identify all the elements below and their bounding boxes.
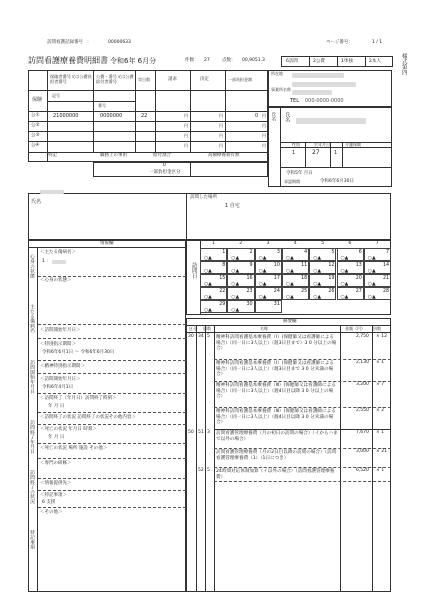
calendar-day-number: 14 <box>382 263 390 268</box>
calendar-visit-mark: ○▲ <box>367 269 376 274</box>
calendar-day-4 <box>282 248 309 261</box>
calendar-header-1: 1 <box>212 241 215 246</box>
calendar-day-number: 3 <box>276 250 280 255</box>
billing-row-times: × 7 <box>376 382 385 387</box>
calendar-day-27 <box>337 287 364 300</box>
page-value: 1 / 1 <box>372 40 383 45</box>
calendar-visit-mark: ○▲ <box>285 256 294 261</box>
calendar-vertical-label: 訪問日 <box>190 262 197 279</box>
billing-row-n: 5 <box>207 468 210 473</box>
calendar-day-number: 5 <box>331 250 335 255</box>
decide-header: 決定 <box>200 77 209 82</box>
info-item-visit-start: ＜訪問開始年月日＞ <box>40 377 81 382</box>
gender-label: 性別 <box>292 142 300 147</box>
billing-row-times: × 1 <box>376 360 385 365</box>
calendar-header-2: 2 <box>239 241 243 246</box>
vertical-label-end: 訪問終了年月日 <box>29 420 35 454</box>
billing-row-sub: 51 <box>198 430 204 435</box>
calendar-day-11 <box>282 261 309 274</box>
total-value: 00,9051.3 <box>242 58 265 63</box>
billing-row-name: 訪問看護管理療養費（月の2日目以降の訪問の場合）（訪問看護管理療養費（1）（1日につき） <box>216 450 337 461</box>
calendar-day-22 <box>200 287 227 300</box>
facility-name-redacted <box>292 90 332 95</box>
calendar-day-10 <box>255 261 282 274</box>
row-kobi-4: 公④ <box>31 143 40 148</box>
calendar-day-number: 28 <box>382 289 390 294</box>
receipt-number-colon: ： <box>87 40 92 45</box>
days-header: 実日数 <box>138 77 150 82</box>
calendar-day-number: 22 <box>219 289 226 294</box>
info-item-death-place: ＜死亡の状況 場所 施設 その他＞ <box>40 446 108 451</box>
kobi1-copay-yen: 円 <box>262 113 266 118</box>
billing-row-amount: 3,200 <box>356 382 369 387</box>
billing-row-amount: 2,750 <box>356 334 369 339</box>
calendar-day-number: 21 <box>382 276 390 281</box>
row-kobi-1: 公① <box>31 113 40 118</box>
calendar-day-8 <box>200 261 227 274</box>
patient-name-label: 氏名 <box>284 112 291 122</box>
calendar-day-6 <box>337 248 364 261</box>
calendar-visit-mark: ○▲ <box>231 308 240 313</box>
calendar-day-number: 23 <box>246 289 253 294</box>
info-item-other: ＜その他＞ <box>40 510 63 515</box>
billing-row-times: × 21 <box>376 449 387 454</box>
info-item-support: 6 支援 <box>42 500 56 505</box>
kobi1-request-yen: 円 <box>184 113 188 118</box>
calendar-day-24 <box>255 287 282 300</box>
facility-name-label: 事業所名称 <box>271 87 291 92</box>
calendar-header-6: 6 <box>348 241 352 246</box>
billing-row-n: 5 <box>207 334 210 339</box>
calendar-visit-mark: ○▲ <box>204 282 212 287</box>
billing-row-amount: 2,130 <box>356 360 369 365</box>
kobi3-copay-yen: 円 <box>262 133 266 138</box>
calendar-day-number: 25 <box>301 289 308 294</box>
calendar-header-7: 7 <box>375 241 379 246</box>
billing-row-code: 50 <box>188 430 194 435</box>
period-label: 承認期間 <box>284 179 300 184</box>
billing-row-times: × 2 <box>376 408 385 413</box>
billing-month: 令和6年 6月分 <box>110 57 157 65</box>
calendar-visit-mark: ○▲ <box>204 269 212 274</box>
billing-col-name: 名称 <box>260 326 268 331</box>
calendar-day-20 <box>337 274 364 287</box>
tag-self: 2本人 <box>369 59 381 64</box>
kobi3-request-yen: 円 <box>184 133 188 138</box>
care-label: 介護保険 <box>345 142 361 147</box>
kobi2-request-yen: 円 <box>184 123 188 128</box>
copay-value: 0 <box>163 163 166 168</box>
calendar-visit-mark: ○▲ <box>367 295 376 300</box>
info-item-disease: ＜主たる傷病名＞ <box>40 250 76 255</box>
calendar-day-25 <box>282 287 309 300</box>
calendar-day-28 <box>364 287 391 300</box>
calendar-visit-mark: ○▲ <box>340 282 349 287</box>
patient-name-row-label: 氏名 <box>31 199 42 205</box>
calendar-day-14 <box>364 261 391 274</box>
info-item-death-date: 年 月 日 <box>48 435 65 440</box>
payer-number-header: 保険者番号又は公費負担者番号 <box>50 74 92 85</box>
calendar-visit-mark: ○▲ <box>258 256 267 261</box>
calendar-visit-mark: ○▲ <box>204 295 212 300</box>
billing-row-name: 精神科訪問看護基本療養費（Ⅰ）(保健師又は看護師による場合）（同一日に3人以上）（週3日目まで 3 0 分未満の場合） <box>216 361 334 378</box>
facility-tel-label: TEL <box>290 98 299 104</box>
calendar-day-number: 31 <box>273 302 280 307</box>
info-item-disease-1: 1 ： <box>42 259 51 264</box>
request-header: 請求 <box>168 77 177 82</box>
symbol-label: 記号 <box>52 93 60 98</box>
kobi2-copay-yen: 円 <box>262 123 266 128</box>
info-item-psych: ＜精神特別指示期間＞ <box>40 364 85 369</box>
era-value: 1 <box>292 150 296 156</box>
calendar-day-12 <box>309 261 336 274</box>
billing-row-times: × 1 <box>376 468 385 473</box>
tag-public: 2公費 <box>313 59 325 64</box>
kobi1-payer-number: 21000000 <box>53 113 79 119</box>
name-redacted <box>40 190 64 194</box>
calendar-day-number: 29 <box>219 302 226 307</box>
count-label: 件数： <box>185 58 199 63</box>
calendar-day-7 <box>364 248 391 261</box>
kobi1-days: 22 <box>141 113 148 119</box>
billing-row-amount: 2,550 <box>356 408 369 413</box>
start-date-label: 令和5年 月日 <box>286 171 313 176</box>
calendar-visit-mark: ○▲ <box>258 295 267 300</box>
info-item-end-status: ＜訪問終了の状況 訪問終了の状況その他内容＞ <box>40 415 136 420</box>
calendar-day-number: 12 <box>328 263 335 268</box>
calendar-day-number: 2 <box>249 250 253 255</box>
calendar-visit-mark: ○▲ <box>340 295 349 300</box>
billing-row-name: 精神科訪問看護基本療養費（Ⅰ）(保健師又は看護師による場合）（同一日に3人以上）（週3日目まで）3 0 分以上の場合） <box>216 335 337 352</box>
calendar-day-9 <box>227 261 254 274</box>
info-item-visit-start-date: 令和6年4月1日 <box>42 385 74 390</box>
calendar-visit-mark: ○▲ <box>367 256 376 261</box>
info-header: 情報欄 <box>100 241 114 246</box>
duty-reason-label: 職務上の事由 <box>100 153 127 158</box>
calendar-day-number: 26 <box>328 289 335 294</box>
calendar-day-30 <box>227 300 254 313</box>
kobi4-copay-yen: 円 <box>262 143 266 148</box>
vertical-label-start: 訪問開始年月日 <box>29 360 35 394</box>
billing-col-count: 回数 <box>373 326 381 331</box>
billing-header: 摘要欄 <box>283 319 297 324</box>
vertical-label-notes: 特記事項 <box>29 530 35 550</box>
kobi2-decide-yen: 円 <box>219 123 223 128</box>
billing-row-divider <box>214 481 391 482</box>
kobi4-request-yen: 円 <box>184 143 188 148</box>
calendar-day-number: 30 <box>246 302 253 307</box>
birth-value: 27 <box>312 149 320 156</box>
copay-header: 一部負担金額 <box>228 77 252 82</box>
patient-vertical-label: 氏名 <box>270 112 276 121</box>
calendar-visit-mark: ○▲ <box>340 256 349 261</box>
patient-name-redacted <box>296 118 366 124</box>
calendar-day-number: 20 <box>355 276 362 281</box>
kobi1-copay: 0 <box>255 113 259 119</box>
billing-row-name: 訪問看護管理療養費（月の初日の訪問の場合）（イからハまで以外の場合） <box>216 431 338 442</box>
era-code: 1 <box>334 150 338 156</box>
info-item-visit-end-date: 年 月 日 <box>48 404 65 409</box>
info-item-death: ＜死亡の状況 年月日 時刻＞ <box>40 427 97 432</box>
calendar-visit-mark: ○▲ <box>231 295 240 300</box>
billing-row-sub: 52 <box>198 468 204 473</box>
calendar-visit-mark: ○▲ <box>231 269 240 274</box>
calendar-day-number: 18 <box>301 276 308 281</box>
billing-col-times: 回数 <box>203 326 211 331</box>
calendar-day-16 <box>227 274 254 287</box>
claim-type-tags <box>281 56 393 67</box>
facility-location-label: 所在地 <box>271 71 283 76</box>
calendar-day-17 <box>255 274 282 287</box>
facility-address-redacted <box>292 73 344 78</box>
vertical-label-end-status: 訪問終了の状況 <box>29 470 35 504</box>
billing-row-name: 精神科訪問看護基本療養費（Ⅲ）(保健師又は看護師による場合）（同一日に3人以上）（週4日目以降 3 0 分以上の場合） <box>216 383 336 400</box>
calendar-day-23 <box>227 287 254 300</box>
calendar-day-18 <box>282 274 309 287</box>
calendar-visit-mark: ○▲ <box>204 256 212 261</box>
calendar-day-29 <box>200 300 227 313</box>
calendar-day-2 <box>227 248 254 261</box>
calendar-header-3: 3 <box>266 241 270 246</box>
billing-row-name: 精神科訪問看護基本療養費（Ⅲ）(保健師又は看護師による場合）（同一日に3人以上）（週4日目以降 3 0 分未満の場合） <box>216 409 336 426</box>
total-label: 点数： <box>222 58 236 63</box>
copay-division-label: 一部負担金区分 <box>149 170 181 175</box>
calendar-day-number: 17 <box>273 276 280 281</box>
calendar-visit-mark: ○▲ <box>313 295 322 300</box>
calendar-header-5: 5 <box>321 241 325 246</box>
receipt-number-label: 訪問看護記録番号 <box>47 40 83 45</box>
kobi4-decide-yen: 円 <box>219 143 223 148</box>
calendar-visit-mark: ○▲ <box>285 269 294 274</box>
benefit-ratio-label: 給付割合 <box>153 153 171 158</box>
calendar-day-number: 27 <box>355 289 362 294</box>
calendar-visit-mark: ○▲ <box>340 269 349 274</box>
calendar-visit-mark: ○▲ <box>258 269 267 274</box>
vertical-label-condition: 心身の状態 <box>29 254 35 278</box>
calendar-day-number: 24 <box>273 289 280 294</box>
page-label: ページ番号： <box>326 40 353 45</box>
calendar-day-15 <box>200 274 227 287</box>
calendar-visit-mark: ○▲ <box>313 269 322 274</box>
recipient-number-header: 公費・番号又は公費給付者番号 <box>96 74 134 85</box>
page-title: 訪問看護療養費明細書 <box>28 56 108 65</box>
billing-row-amount: 7,670 <box>356 430 369 435</box>
calendar-day-number: 11 <box>301 263 308 268</box>
billing-row-name: 24時間対応体制加算（イ以外の場合）（訪問看護管理療養費） <box>216 469 335 480</box>
row-kobi-3: 公③ <box>31 133 40 138</box>
calendar-day-19 <box>309 274 336 287</box>
calendar-day-number: 8 <box>222 263 226 268</box>
calendar-day-26 <box>309 287 336 300</box>
calendar-visit-mark: ○▲ <box>231 282 240 287</box>
kobi1-decide-yen: 円 <box>219 113 223 118</box>
calendar-day-number: 13 <box>355 263 362 268</box>
calendar-visit-mark: ○▲ <box>285 295 294 300</box>
birth-label: 生年月日 <box>314 142 330 147</box>
billing-row-sub: 34 <box>198 334 204 339</box>
row-kobi-2: 公② <box>31 123 40 128</box>
info-item-special: ＜特別指示期間＞ <box>40 342 76 347</box>
facility-tel: 000-0000-0000 <box>305 98 344 104</box>
info-item-special-period: 令和6年6月1日 ～ 令和6年6月30日 <box>42 350 115 355</box>
vertical-label-disease: 主たる傷病名 <box>29 304 35 333</box>
calendar-day-21 <box>364 274 391 287</box>
calendar-visit-mark: ○▲ <box>204 308 212 313</box>
calendar-day-number: 7 <box>386 250 390 255</box>
high-cost-label: 高額療養費有無 <box>208 153 240 158</box>
calendar-day-number: 4 <box>304 250 308 255</box>
tag-single: 1単独 <box>341 59 353 64</box>
calendar-visit-mark: ○▲ <box>313 282 322 287</box>
period-value: 令和6年6月30日 <box>320 179 354 184</box>
billing-row-n: 3 <box>207 430 210 435</box>
calendar-header-4: 4 <box>293 241 297 246</box>
calendar-day-5 <box>309 248 336 261</box>
info-item-special-notes: ＜特記事項＞ <box>40 493 67 498</box>
tag-visit: 6訪問 <box>286 59 298 64</box>
billing-col-section: 区分 <box>189 326 197 331</box>
calendar-visit-mark: ○▲ <box>258 282 267 287</box>
info-item-start: ＜訪問開始年月日＞ <box>40 328 81 333</box>
visit-place-value: 1 自宅 <box>225 203 240 209</box>
calendar-day-number: 15 <box>219 276 226 281</box>
calendar-day-number: 16 <box>246 276 253 281</box>
count-value: 27 <box>204 58 210 63</box>
calendar-day-1 <box>200 248 227 261</box>
calendar-day-31 <box>255 300 282 313</box>
billing-row-amount: 6,520 <box>356 468 369 473</box>
calendar-day-13 <box>337 261 364 274</box>
number-label: 番号 <box>98 103 106 108</box>
calendar-day-number: 6 <box>358 250 362 255</box>
info-item-condition: ＜心身の状態＞ <box>40 278 72 283</box>
calendar-visit-mark: ○▲ <box>313 256 322 261</box>
info-item-training: ＜専門の研修＞ <box>40 461 72 466</box>
calendar-day-3 <box>255 248 282 261</box>
calendar-visit-mark: ○▲ <box>231 256 240 261</box>
billing-row-times: × 1 <box>376 430 385 435</box>
calendar-day-number: 1 <box>222 250 226 255</box>
billing-col-amount: 金額（円） <box>345 326 365 331</box>
calendar-visit-mark: ○▲ <box>285 282 294 287</box>
row-insurance: 保険 <box>32 97 43 103</box>
info-item-provider: ＜情報提供先＞ <box>40 481 72 486</box>
facility-address-redacted-2 <box>292 82 356 87</box>
visit-place-label: 訪問した場所 <box>190 195 217 200</box>
billing-row-times: × 12 <box>376 334 387 339</box>
kobi3-decide-yen: 円 <box>219 133 223 138</box>
form-number: 様式第四 <box>400 53 407 75</box>
calendar-day-number: 9 <box>249 263 253 268</box>
notes-label: 特記 <box>48 153 57 158</box>
info-item-visit-end: ＜訪問終了（年月日）訪問終了時刻＞ <box>40 396 117 401</box>
receipt-number: 00000633 <box>108 40 131 45</box>
billing-row-amount: 3,000 <box>356 449 369 454</box>
calendar-day-number: 19 <box>328 276 335 281</box>
calendar-visit-mark: ○▲ <box>367 282 376 287</box>
billing-row-code: 30 <box>188 334 194 339</box>
calendar-day-number: 10 <box>273 263 280 268</box>
kobi1-recipient-number: 0000000 <box>100 113 123 119</box>
